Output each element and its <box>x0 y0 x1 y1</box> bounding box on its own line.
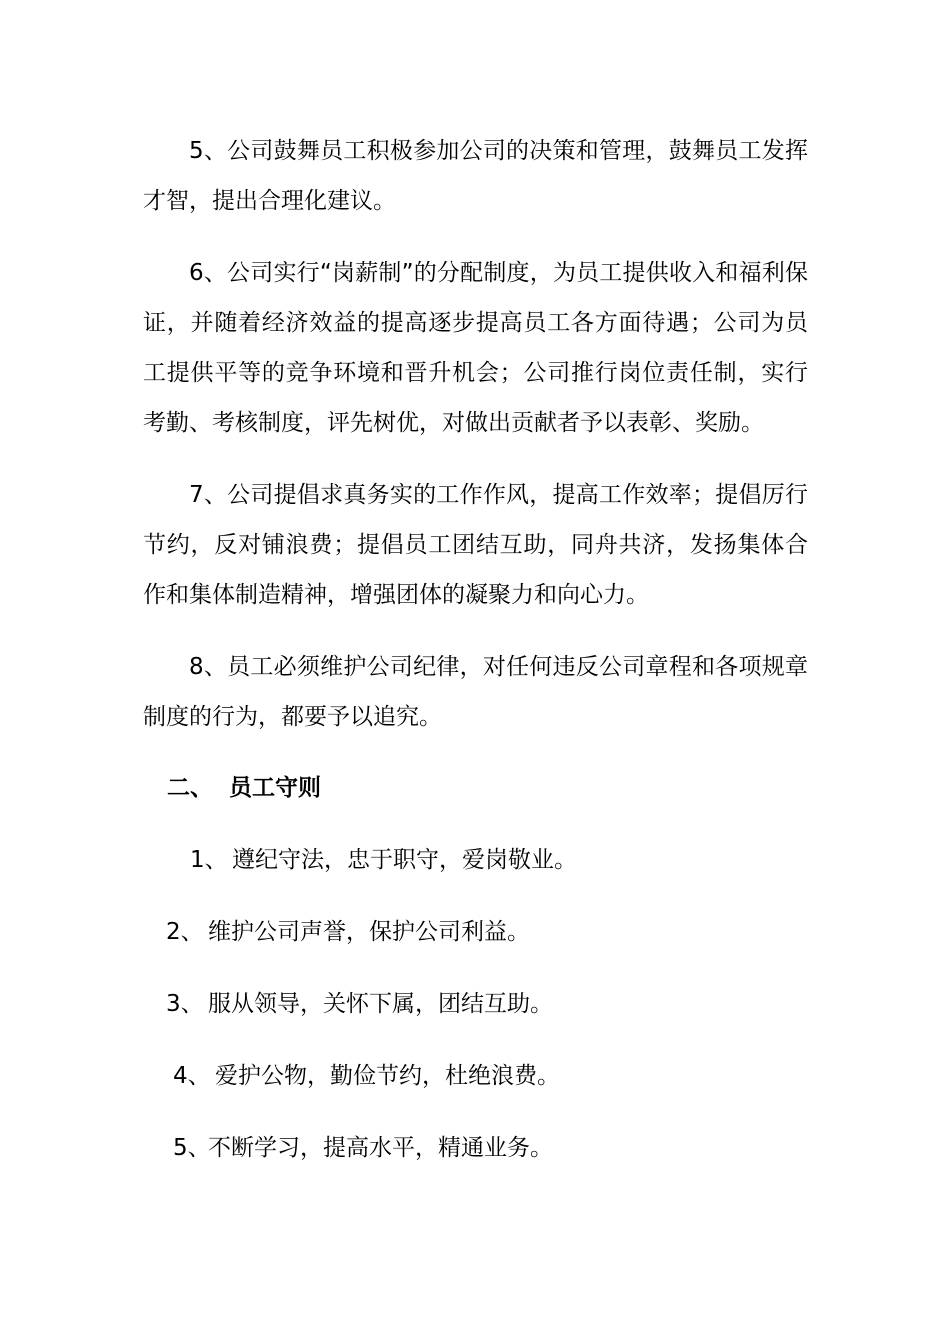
rule-text: 不断学习，提高水平，精通业务。 <box>208 1135 553 1161</box>
paragraph-item-6: 6、公司实行“岗薪制”的分配制度，为员工提供收入和福利保证，并随着经济效益的提高逐步提高员工各方面待遇；公司为员工提供平等的竞争环境和晋升机会；公司推行岗位责任制，实行考勤、考核制度，评先树优，对做出贡献者予以表彰、奖励。 <box>143 260 808 436</box>
rule-number: 5、 <box>173 1135 211 1161</box>
paragraph-item-5: 5、公司鼓舞员工积极参加公司的决策和管理，鼓舞员工发挥才智，提出合理化建议。 <box>143 138 808 214</box>
rule-number: 1、 <box>190 847 228 873</box>
section-number: 二、 <box>167 775 213 801</box>
rule-number: 4、 <box>173 1063 211 1089</box>
rule-item-1 <box>190 842 577 878</box>
rule-text: 维护公司声誉，保护公司利益。 <box>208 919 530 945</box>
rule-text: 服从领导，关怀下属，团结互助。 <box>208 991 553 1017</box>
rule-number: 2、 <box>166 919 204 945</box>
section-heading <box>167 770 321 806</box>
paragraph-item-8: 8、员工必须维护公司纪律，对任何违反公司章程和各项规章制度的行为，都要予以追究。 <box>143 654 808 730</box>
rule-item-5 <box>173 1130 553 1166</box>
rule-item-4 <box>173 1058 560 1094</box>
section-title: 员工守则 <box>229 775 321 801</box>
rule-item-2 <box>166 914 530 950</box>
paragraph-item-7: 7、公司提倡求真务实的工作作风，提高工作效率；提倡厉行节约，反对铺浪费；提倡员工团结互助，同舟共济，发扬集体合作和集体制造精神，增强团体的凝聚力和向心力。 <box>143 482 808 608</box>
rule-text: 爱护公物，勤俭节约，杜绝浪费。 <box>215 1063 560 1089</box>
rule-text: 遵纪守法，忠于职守，爱岗敬业。 <box>232 847 577 873</box>
rule-number: 3、 <box>166 991 204 1017</box>
rule-item-3 <box>166 986 553 1022</box>
